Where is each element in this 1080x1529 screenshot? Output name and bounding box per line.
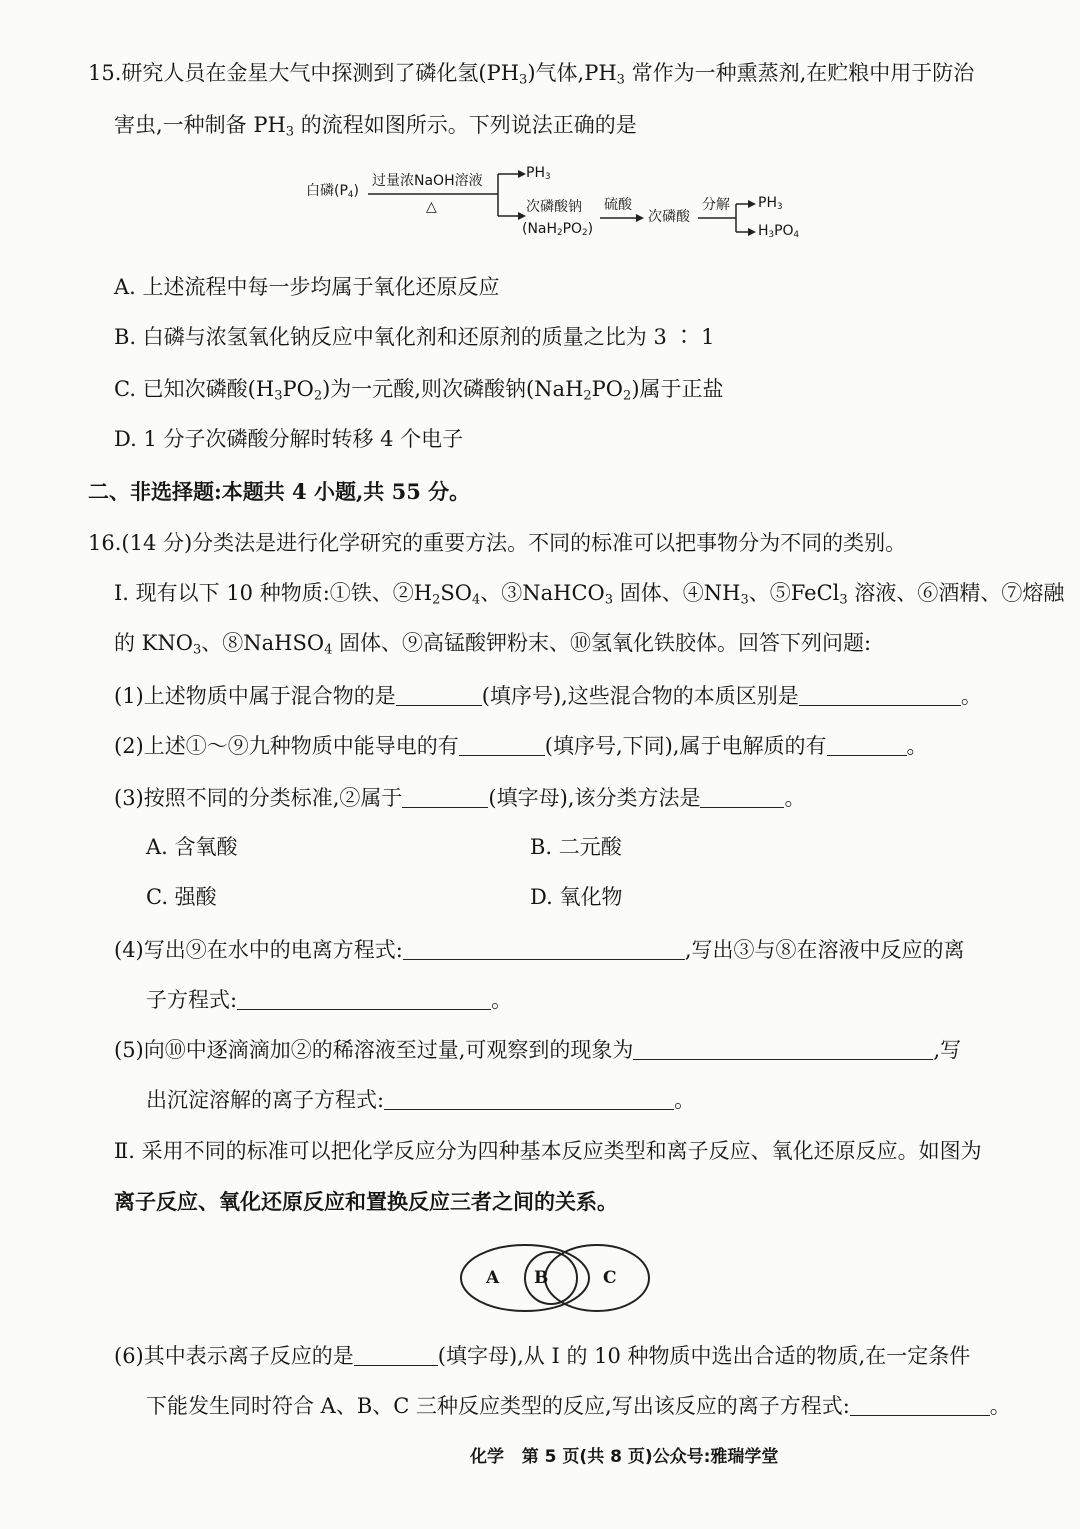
q16-sub6-line1: (6)其中表示离子反应的是 (填字母),从 Ⅰ 的 10 种物质中选出合适的物质,在一定条件 bbox=[114, 1344, 971, 1368]
answer-blank[interactable] bbox=[384, 1088, 674, 1110]
q16-sub2: (2)上述①～⑨九种物质中能导电的有 (填序号,下同),属于电解质的有 。 bbox=[114, 734, 928, 758]
answer-blank[interactable] bbox=[827, 734, 907, 756]
flow-start: 白磷$(P_4)$ bbox=[306, 183, 359, 201]
q16-sub3-option-a: A. 含氧酸 bbox=[146, 835, 238, 859]
flow-condition: △ bbox=[426, 199, 437, 215]
q16-part2-line2: 离子反应、氧化还原反应和置换反应三者之间的关系。 bbox=[114, 1189, 618, 1214]
venn-ellipse-c bbox=[545, 1245, 649, 1311]
flow-final1: $PH_3$ bbox=[758, 195, 783, 213]
q16-sub5-line1: (5)向⑩中逐滴滴加②的稀溶液至过量,可观察到的现象为 ,写 bbox=[114, 1038, 962, 1062]
page-footer bbox=[470, 1448, 778, 1467]
flow-reagent: 过量浓NaOH溶液 bbox=[372, 173, 483, 189]
flow-product-formula: $(NaH_2PO_2)$ bbox=[522, 221, 594, 239]
answer-blank[interactable] bbox=[633, 1038, 933, 1060]
answer-blank[interactable] bbox=[799, 684, 961, 706]
q16-sub3-option-b: B. 二元酸 bbox=[530, 835, 622, 859]
flow-reagent2: 硫酸 bbox=[604, 197, 632, 213]
q16-sub3: (3)按照不同的分类标准,②属于 (填字母),该分类方法是 。 bbox=[114, 786, 806, 810]
flow-product-mid: 次磷酸钠 bbox=[526, 199, 582, 215]
q16-sub5-line2: 出沉淀溶解的离子方程式: 。 bbox=[146, 1088, 696, 1112]
q16-sub6-line2: 下能发生同时符合 A、B、C 三种反应类型的反应,写出该反应的离子方程式: 。 bbox=[146, 1394, 1011, 1418]
q16-sub3-option-c: C. 强酸 bbox=[146, 885, 217, 909]
q15-option-a: A. 上述流程中每一步均属于氧化还原反应 bbox=[114, 275, 500, 299]
venn-diagram bbox=[455, 1240, 655, 1316]
q16-sub4-line1: (4)写出⑨在水中的电离方程式: ,写出③与⑧在溶液中反应的离 bbox=[114, 938, 965, 962]
venn-circle-b bbox=[525, 1252, 577, 1304]
q15-stem-line1: 15.研究人员在金星大气中探测到了磷化氢$(PH_3)$气体$,PH_3$ 常作为一种熏蒸剂,在贮粮中用于防治 bbox=[88, 61, 975, 88]
answer-blank[interactable] bbox=[700, 786, 784, 808]
q15-option-d: D. 1 分子次磷酸分解时转移 4 个电子 bbox=[114, 427, 464, 451]
q15-stem-line2: 害虫,一种制备 $PH_3$ 的流程如图所示。下列说法正确的是 bbox=[114, 113, 637, 140]
venn-label-b: B bbox=[534, 1268, 549, 1288]
flow-final2: $H_3PO_4$ bbox=[758, 223, 800, 241]
answer-blank[interactable] bbox=[850, 1394, 990, 1416]
q16-sub4-line2: 子方程式: 。 bbox=[146, 988, 513, 1012]
answer-blank[interactable] bbox=[402, 786, 488, 808]
flow-diagram bbox=[300, 160, 820, 250]
q15-option-c: C. 已知次磷酸$(H_3PO_2)$为一元酸,则次磷酸钠$(NaH_2PO_2)$属于正盐 bbox=[114, 377, 724, 404]
q16-part1-line1: Ⅰ. 现有以下 10 种物质:①铁、$②H_2SO_4$、③NaHCO$_3$ 固体、$④NH_3$、⑤FeCl$_3$ 溶液、⑥酒精、⑦熔融 bbox=[114, 581, 1065, 608]
answer-blank[interactable] bbox=[403, 938, 685, 960]
flow-product-top: $PH_3$ bbox=[526, 165, 551, 183]
q15-option-b: B. 白磷与浓氢氧化钠反应中氧化剂和还原剂的质量之比为 3 ∶ 1 bbox=[114, 325, 715, 349]
answer-blank[interactable] bbox=[459, 734, 545, 756]
q16-head: 16.(14 分)分类法是进行化学研究的重要方法。不同的标准可以把事物分为不同的类别。 bbox=[88, 531, 907, 555]
q16-part2-line1: Ⅱ. 采用不同的标准可以把化学反应分为四种基本反应类型和离子反应、氧化还原反应。如图为 bbox=[114, 1139, 982, 1163]
flow-reagent3: 分解 bbox=[702, 197, 730, 213]
venn-label-c: C bbox=[603, 1268, 617, 1288]
footer-subject: 化学 bbox=[470, 1447, 504, 1467]
answer-blank[interactable] bbox=[354, 1344, 438, 1366]
answer-blank[interactable] bbox=[396, 684, 482, 706]
footer-page-number: 第 5 页(共 8 页)公众号:雅瑞学堂 bbox=[521, 1447, 779, 1467]
answer-blank[interactable] bbox=[237, 988, 491, 1010]
q16-sub3-option-d: D. 氧化物 bbox=[530, 885, 623, 909]
q16-sub1: (1)上述物质中属于混合物的是 (填序号),这些混合物的本质区别是 。 bbox=[114, 684, 982, 708]
section2-heading: 二、非选择题:本题共 4 小题,共 55 分。 bbox=[88, 479, 471, 504]
q16-part1-line2: 的 $KNO_3$、⑧NaHSO$_4$ 固体、⑨高锰酸钾粉末、⑩氢氧化铁胶体。回答下列问题: bbox=[114, 631, 872, 658]
flow-intermediate: 次磷酸 bbox=[648, 209, 690, 225]
venn-label-a: A bbox=[486, 1268, 500, 1288]
